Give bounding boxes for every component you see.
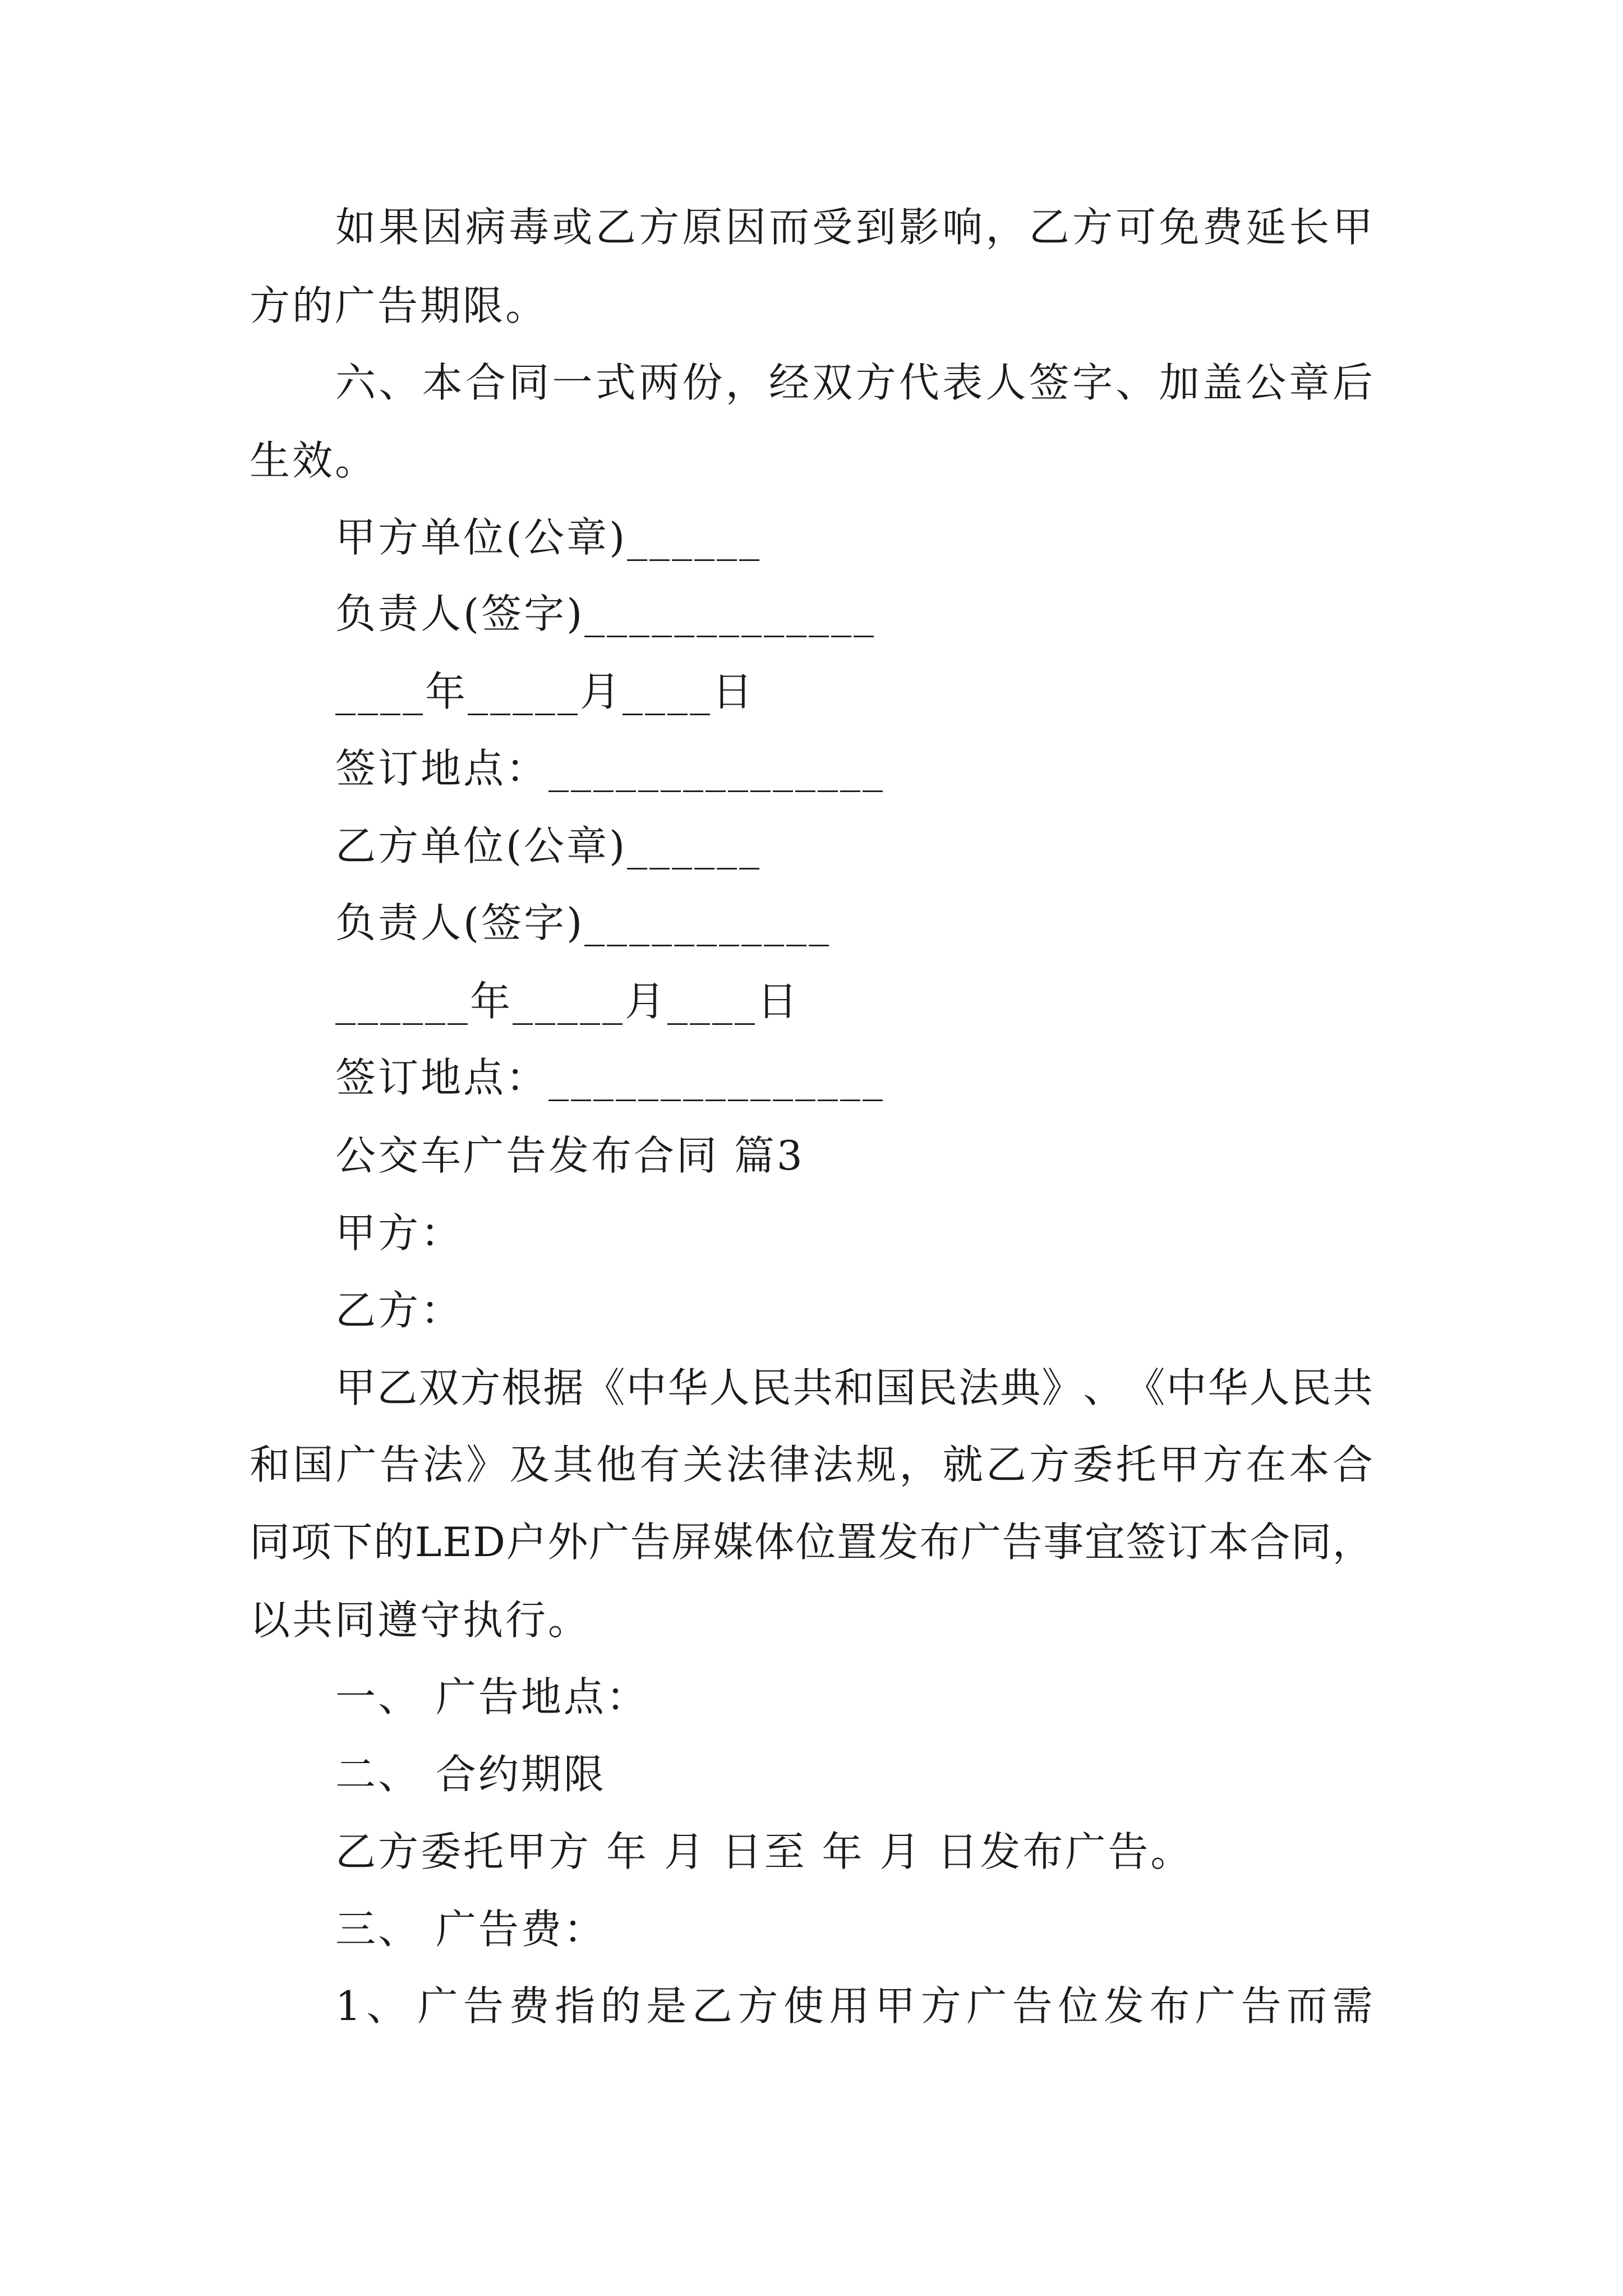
glyph: 法 bbox=[726, 1441, 767, 1488]
glyph: 可 bbox=[1115, 204, 1156, 251]
glyph: 式 bbox=[595, 359, 636, 406]
glyph: 置 bbox=[836, 1519, 877, 1566]
glyph: 果 bbox=[379, 204, 419, 251]
glyph: 律 bbox=[769, 1441, 810, 1488]
glyph: 和 bbox=[833, 1364, 874, 1411]
glyph: 方 bbox=[1029, 1441, 1070, 1488]
glyph: 乙 bbox=[595, 204, 636, 251]
glyph: 后 bbox=[1332, 359, 1373, 406]
glyph: 其 bbox=[552, 1441, 593, 1488]
glyph: 告 bbox=[630, 1519, 671, 1566]
glyph: L bbox=[414, 1519, 442, 1566]
glyph: 规 bbox=[856, 1441, 897, 1488]
glyph: 双 bbox=[812, 359, 853, 406]
glyph: 中 bbox=[626, 1364, 667, 1411]
glyph: 华 bbox=[1207, 1364, 1248, 1411]
glyph: 本 bbox=[422, 359, 463, 406]
glyph: 广 bbox=[336, 1441, 377, 1488]
glyph: 公 bbox=[1246, 359, 1287, 406]
glyph: 告 bbox=[1002, 1519, 1043, 1566]
party-a-date-line: ____年_____月____日 bbox=[335, 668, 755, 715]
party-a-signatory-line: 负责人(签字)_____________ bbox=[335, 590, 877, 637]
glyph: 广 bbox=[588, 1519, 629, 1566]
glyph: 布 bbox=[1149, 1982, 1190, 2030]
glyph: 同 bbox=[250, 1519, 291, 1566]
glyph: 及 bbox=[509, 1441, 550, 1488]
glyph: 章 bbox=[1289, 359, 1330, 406]
glyph: 如 bbox=[335, 204, 376, 251]
party-a-unit-line: 甲方单位(公章)______ bbox=[335, 514, 762, 561]
paragraph-line: 方的广告期限。 bbox=[250, 282, 548, 329]
glyph: 布 bbox=[919, 1519, 960, 1566]
glyph: 原 bbox=[682, 204, 723, 251]
paragraph-line: 生效。 bbox=[250, 437, 378, 484]
glyph: 乙 bbox=[985, 1441, 1026, 1488]
glyph: 广 bbox=[966, 1982, 1007, 2030]
glyph: 响 bbox=[942, 204, 983, 251]
glyph: 民 bbox=[750, 1364, 791, 1411]
section-heading: 公交车广告发布合同 篇3 bbox=[335, 1132, 805, 1179]
glyph: 广 bbox=[960, 1519, 1001, 1566]
glyph: 的 bbox=[373, 1519, 414, 1566]
glyph: 托 bbox=[1115, 1441, 1156, 1488]
glyph: 费 bbox=[509, 1982, 550, 2030]
glyph: 表 bbox=[942, 359, 983, 406]
glyph: 委 bbox=[1072, 1441, 1113, 1488]
glyph: 1 bbox=[335, 1982, 361, 2030]
glyph: 中 bbox=[1166, 1364, 1207, 1411]
paragraph-line bbox=[335, 1361, 1373, 1415]
glyph: 经 bbox=[768, 359, 809, 406]
paragraph-line bbox=[250, 1515, 1373, 1569]
glyph: 或 bbox=[552, 204, 593, 251]
party-b-place-line: 签订地点：_______________ bbox=[335, 1054, 886, 1101]
glyph: 乙 bbox=[377, 1364, 418, 1411]
glyph: 国 bbox=[875, 1364, 916, 1411]
glyph: 位 bbox=[795, 1519, 836, 1566]
glyph: 就 bbox=[942, 1441, 983, 1488]
paragraph-line: 乙方委托甲方 年 月 日至 年 月 日发布广告。 bbox=[335, 1828, 1193, 1875]
glyph: 同 bbox=[1291, 1519, 1332, 1566]
glyph: 人 bbox=[1249, 1364, 1290, 1411]
glyph: 免 bbox=[1159, 204, 1200, 251]
glyph: 乙 bbox=[691, 1982, 732, 2030]
glyph: 告 bbox=[463, 1982, 504, 2030]
party-b-signatory-line: 负责人(签字)___________ bbox=[335, 899, 832, 946]
glyph: 合 bbox=[1332, 1441, 1373, 1488]
glyph: 宜 bbox=[1084, 1519, 1125, 1566]
glyph: 方 bbox=[1072, 204, 1113, 251]
glyph: ， bbox=[899, 1441, 940, 1488]
glyph: 屏 bbox=[671, 1519, 712, 1566]
glyph: 因 bbox=[725, 204, 766, 251]
glyph: 根 bbox=[501, 1364, 542, 1411]
glyph: 典 bbox=[1000, 1364, 1041, 1411]
glyph: 他 bbox=[596, 1441, 637, 1488]
glyph: 民 bbox=[1290, 1364, 1331, 1411]
glyph: 、 bbox=[1115, 359, 1156, 406]
glyph: 两 bbox=[639, 359, 680, 406]
glyph: 》 bbox=[466, 1441, 507, 1488]
glyph: 下 bbox=[332, 1519, 373, 1566]
glyph: 人 bbox=[985, 359, 1026, 406]
glyph: 在 bbox=[1246, 1441, 1287, 1488]
glyph: 法 bbox=[958, 1364, 999, 1411]
glyph: 甲 bbox=[335, 1364, 376, 1411]
party-a-label: 甲方： bbox=[335, 1209, 464, 1257]
paragraph-line bbox=[335, 200, 1373, 254]
party-b-unit-line: 乙方单位(公章)______ bbox=[335, 822, 762, 869]
glyph: 方 bbox=[920, 1982, 961, 2030]
glyph: 方 bbox=[855, 359, 896, 406]
party-a-place-line: 签订地点：_______________ bbox=[335, 745, 886, 792]
glyph: 而 bbox=[1287, 1982, 1327, 2030]
glyph: 方 bbox=[460, 1364, 501, 1411]
glyph: 《 bbox=[1124, 1364, 1165, 1411]
glyph: 而 bbox=[768, 204, 809, 251]
glyph: 影 bbox=[898, 204, 939, 251]
glyph: ， bbox=[985, 204, 1026, 251]
glyph: 订 bbox=[1167, 1519, 1208, 1566]
glyph: 方 bbox=[639, 204, 680, 251]
glyph: 据 bbox=[543, 1364, 584, 1411]
glyph: 延 bbox=[1246, 204, 1287, 251]
glyph: 一 bbox=[552, 359, 593, 406]
glyph: 和 bbox=[250, 1441, 291, 1488]
glyph: 的 bbox=[600, 1982, 641, 2030]
clause-heading: 三、 广告费： bbox=[335, 1906, 606, 1953]
glyph: 关 bbox=[683, 1441, 723, 1488]
clause-heading: 二、 合约期限 bbox=[335, 1751, 606, 1798]
glyph: 病 bbox=[465, 204, 506, 251]
glyph: 因 bbox=[422, 204, 463, 251]
glyph: ， bbox=[1332, 1519, 1373, 1566]
glyph: 签 bbox=[1029, 359, 1069, 406]
glyph: 户 bbox=[506, 1519, 547, 1566]
paragraph-line: 以共同遵守执行。 bbox=[250, 1596, 591, 1644]
glyph: 有 bbox=[639, 1441, 680, 1488]
glyph: 发 bbox=[878, 1519, 919, 1566]
glyph: 媒 bbox=[712, 1519, 753, 1566]
glyph: 发 bbox=[1103, 1982, 1144, 2030]
clause-heading: 一、 广告地点： bbox=[335, 1673, 649, 1720]
glyph: 法 bbox=[813, 1441, 854, 1488]
glyph: 体 bbox=[754, 1519, 795, 1566]
party-b-date-line: ______年_____月____日 bbox=[335, 978, 800, 1025]
glyph: 同 bbox=[509, 359, 550, 406]
glyph: 广 bbox=[417, 1982, 458, 2030]
glyph: 合 bbox=[465, 359, 506, 406]
glyph: 共 bbox=[792, 1364, 833, 1411]
glyph: 长 bbox=[1289, 204, 1330, 251]
glyph: 加 bbox=[1159, 359, 1200, 406]
glyph: E bbox=[442, 1519, 472, 1566]
glyph: 是 bbox=[646, 1982, 687, 2030]
glyph: 甲 bbox=[1159, 1441, 1200, 1488]
glyph: ， bbox=[725, 359, 766, 406]
glyph: 合 bbox=[1249, 1519, 1290, 1566]
glyph: 份 bbox=[682, 359, 723, 406]
glyph: 毒 bbox=[509, 204, 550, 251]
glyph: 受 bbox=[812, 204, 853, 251]
paragraph-line bbox=[335, 1979, 1373, 2033]
glyph: 告 bbox=[1012, 1982, 1053, 2030]
glyph: 签 bbox=[1126, 1519, 1166, 1566]
glyph: 乙 bbox=[1029, 204, 1069, 251]
glyph: 本 bbox=[1289, 1441, 1330, 1488]
glyph: 外 bbox=[547, 1519, 588, 1566]
paragraph-line bbox=[335, 356, 1373, 409]
glyph: 民 bbox=[917, 1364, 958, 1411]
glyph: 人 bbox=[709, 1364, 750, 1411]
glyph: 》 bbox=[1041, 1364, 1082, 1411]
glyph: 位 bbox=[1058, 1982, 1099, 2030]
glyph: 双 bbox=[418, 1364, 459, 1411]
glyph: 事 bbox=[1043, 1519, 1084, 1566]
glyph: 需 bbox=[1332, 1982, 1373, 2030]
glyph: 法 bbox=[422, 1441, 463, 1488]
glyph: 盖 bbox=[1202, 359, 1243, 406]
glyph: 指 bbox=[555, 1982, 596, 2030]
glyph: 、 bbox=[1083, 1364, 1124, 1411]
glyph: 告 bbox=[379, 1441, 420, 1488]
glyph: 使 bbox=[783, 1982, 824, 2030]
glyph: 六 bbox=[335, 359, 376, 406]
glyph: 到 bbox=[855, 204, 896, 251]
glyph: 代 bbox=[898, 359, 939, 406]
paragraph-line bbox=[250, 1438, 1373, 1492]
glyph: 方 bbox=[1202, 1441, 1243, 1488]
glyph: 国 bbox=[293, 1441, 334, 1488]
glyph: 费 bbox=[1202, 204, 1243, 251]
glyph: 广 bbox=[1195, 1982, 1236, 2030]
glyph: 、 bbox=[366, 1982, 407, 2030]
glyph: 告 bbox=[1241, 1982, 1281, 2030]
glyph: 方 bbox=[737, 1982, 778, 2030]
glyph: D bbox=[473, 1519, 506, 1566]
glyph: 《 bbox=[584, 1364, 625, 1411]
glyph: 用 bbox=[829, 1982, 870, 2030]
glyph: 项 bbox=[291, 1519, 331, 1566]
glyph: 本 bbox=[1208, 1519, 1249, 1566]
glyph: 华 bbox=[667, 1364, 708, 1411]
glyph: 共 bbox=[1332, 1364, 1373, 1411]
glyph: 字 bbox=[1072, 359, 1113, 406]
glyph: 甲 bbox=[875, 1982, 916, 2030]
glyph: 、 bbox=[379, 359, 419, 406]
party-b-label: 乙方： bbox=[335, 1287, 464, 1334]
glyph: 甲 bbox=[1332, 204, 1373, 251]
